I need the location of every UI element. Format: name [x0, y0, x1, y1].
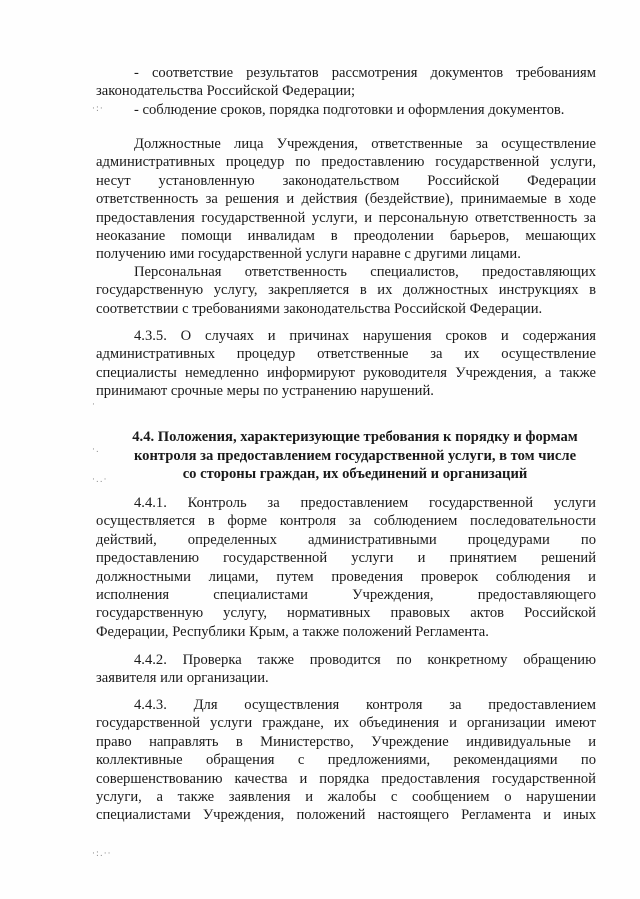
paragraph-line: получению ими государственной услуги наравне с другими лицами. [96, 246, 521, 263]
paragraph-officials-responsibility [96, 135, 596, 264]
list-item: - соответствие результатов рассмотрения документов требованиям [134, 65, 596, 81]
paragraph-line: 4.4.1. Контроль за предоставлением государственной услуги [134, 495, 596, 511]
scan-speck: ·. [92, 445, 100, 455]
paragraph-4-3-5 [96, 327, 596, 401]
paragraph-line: коллективные обращения с предложениями, рекомендациями по [96, 752, 596, 769]
paragraph-line: неоказание помощи инвалидам в преодолении барьеров, мешающих [96, 228, 596, 245]
paragraph-line: должностными лицами, путем проведения проверок соблюдения и [96, 568, 596, 585]
paragraph-line: государственной услуги граждане, их объединения и организации имеют [96, 715, 596, 732]
paragraph-line: несут установленную законодательством Российской Федерации [96, 172, 596, 189]
heading-line: со стороны граждан, их объединений и организаций [182, 466, 528, 483]
paragraph-line: 4.4.3. Для осуществления контроля за предоставлением [134, 697, 596, 713]
paragraph-personal-responsibility [96, 263, 596, 318]
paragraph-4-4-3 [96, 696, 596, 825]
paragraph-line: 4.3.5. О случаях и причинах нарушения сроков и содержания [134, 328, 596, 344]
section-heading-4-4 [110, 428, 600, 484]
paragraph-line: Должностные лица Учреждения, ответственные за осуществление [134, 136, 596, 152]
paragraph-line: ответственность за решения и действия (бездействие), принимаемые в ходе [96, 191, 596, 208]
paragraph-line: совершенствованию качества и порядка предоставления государственной [96, 770, 596, 787]
scan-speck: ·..· [92, 475, 108, 485]
paragraph-line: специалистами Учреждения, положений настоящего Регламента и иных [96, 807, 596, 824]
requirements-list [96, 64, 596, 119]
paragraph-4-4-2 [96, 651, 596, 688]
paragraph-line: специалисты немедленно информируют руководителя Учреждения, а также [96, 364, 596, 381]
paragraph-line: право направлять в Министерство, Учреждение индивидуальные и [96, 733, 596, 750]
paragraph-line: действий, определенных административными процедурами по [96, 531, 596, 548]
paragraph-line: Федерации, Республики Крым, а также положений Регламента. [96, 623, 489, 640]
paragraph-line: предоставлению государственной услуги и принятием решений [96, 550, 596, 567]
heading-line: контроля за предоставлением государственной услуги, в том числе [133, 447, 577, 464]
paragraph-line: государственную услугу, закрепляется в их должностных инструкциях в [96, 282, 596, 299]
heading-line: 4.4. Положения, характеризующие требования к порядку и формам [132, 429, 578, 445]
paragraph-line: 4.4.2. Проверка также проводится по конкретному обращению [134, 652, 596, 668]
list-item: - соблюдение сроков, порядка подготовки и оформления документов. [134, 101, 565, 118]
paragraph-line: Персональная ответственность специалистов, предоставляющих [134, 264, 596, 280]
scan-speck: · [92, 400, 96, 410]
paragraph-line: административных процедур ответственные за их осуществление [96, 346, 596, 363]
paragraph-line: осуществляется в форме контроля за соблюдением последовательности [96, 513, 596, 530]
scan-speck: ·:.·· [92, 849, 112, 859]
paragraph-line: принимают срочные меры по устранению нарушений. [96, 383, 434, 400]
list-item-continuation: законодательства Российской Федерации; [96, 83, 356, 100]
paragraph-line: государственную услугу, нормативных правовых актов Российской [96, 605, 596, 622]
paragraph-line: предоставления государственной услуги, и персональную ответственность за [96, 209, 596, 226]
paragraph-line: административных процедур по предоставлению государственной услуги, [96, 154, 596, 171]
scan-speck: ·:· [92, 104, 104, 114]
paragraph-line: исполнения специалистами Учреждения, предоставляющего [96, 587, 596, 604]
paragraph-line: услуги, а также заявления и жалобы с сообщением о нарушении [96, 789, 596, 806]
paragraph-line: соответствии с требованиями законодательства Российской Федерации. [96, 300, 543, 317]
paragraph-line: заявителя или организации. [96, 670, 269, 687]
paragraph-4-4-1 [96, 494, 596, 641]
